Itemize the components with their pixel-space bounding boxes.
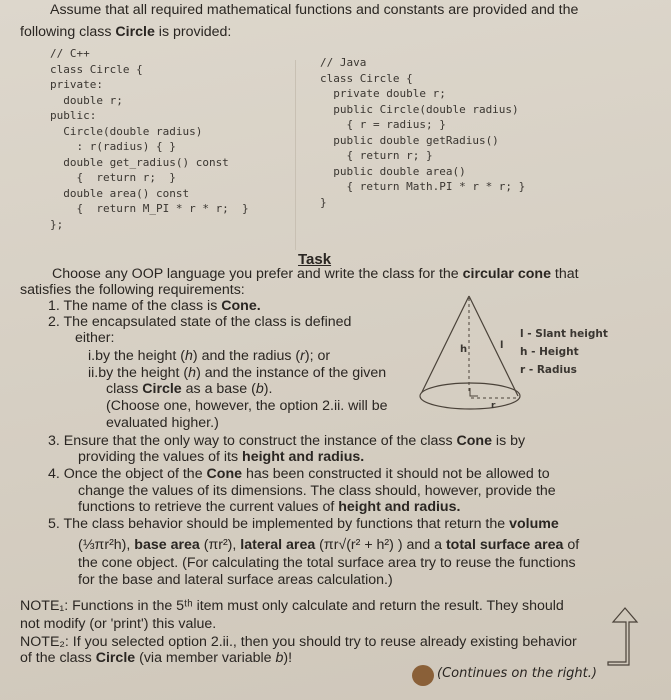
- code-line: { r = radius; }: [320, 118, 446, 131]
- text-segment: change the values of its dimensions. The class should, however, provide the: [78, 483, 556, 499]
- bold-text: Circle: [115, 24, 155, 40]
- code-line: };: [50, 217, 64, 231]
- text-line: [48, 466, 550, 482]
- bold-text: circular cone: [462, 266, 551, 282]
- text-line: [106, 398, 388, 414]
- task-heading: Task: [298, 251, 332, 268]
- text-line: [20, 24, 231, 40]
- code-divider: [295, 60, 296, 250]
- text-line: [75, 330, 114, 346]
- cone-sides: [422, 296, 518, 396]
- code-line: private double r;: [320, 87, 446, 100]
- code-line: public Circle(double radius): [320, 102, 519, 116]
- italic-text: r: [300, 348, 305, 364]
- text-segment: (⅓πr²h),: [78, 537, 135, 553]
- text-segment: either:: [75, 330, 115, 346]
- text-segment: as a base (: [181, 381, 256, 397]
- text-segment: the cone object. (For calculating the total surface area try to reuse the functions: [78, 555, 576, 571]
- text-segment: class: [106, 381, 143, 397]
- text-segment: of the class: [20, 650, 96, 666]
- legend-height: h - Height: [520, 346, 579, 358]
- text-segment: not modify (or 'print') this value.: [20, 616, 217, 632]
- text-segment: i.by the height (: [88, 348, 186, 364]
- text-segment: (via member variable: [135, 650, 276, 666]
- text-line: [78, 483, 556, 499]
- text-segment: providing the values of its: [78, 449, 243, 465]
- text-line: [48, 314, 351, 330]
- italic-text: b: [275, 650, 284, 666]
- text-line: [78, 499, 460, 515]
- text-line: [20, 634, 577, 650]
- code-line: public:: [50, 109, 97, 122]
- bold-text: base area: [134, 537, 200, 553]
- text-segment: 5. The class behavior should be implemented by functions that return the: [48, 516, 510, 532]
- text-segment: ).: [263, 381, 273, 397]
- code-line: { return r; }: [320, 149, 433, 162]
- bold-text: height and radius.: [338, 499, 461, 515]
- code-line: // C++: [50, 47, 90, 60]
- text-segment: Choose any OOP language you prefer and write the class for the: [52, 266, 463, 282]
- code-line: double get_radius() const: [50, 155, 229, 169]
- text-line: [78, 537, 579, 553]
- text-segment: is provided:: [154, 24, 232, 40]
- code-line: // Java: [320, 56, 367, 69]
- legend-radius: r - Radius: [520, 364, 577, 376]
- legend-slant-height: l - Slant height: [520, 328, 608, 340]
- text-segment: of: [563, 537, 580, 553]
- text-segment: (πr²),: [199, 537, 241, 553]
- text-segment: 2. The encapsulated state of the class is defined: [48, 314, 352, 330]
- text-segment: )!: [283, 650, 293, 666]
- l-label: l: [500, 340, 504, 351]
- italic-text: h: [185, 348, 193, 364]
- italic-text: h: [188, 365, 197, 381]
- text-segment: is by: [491, 433, 526, 449]
- text-line: [20, 598, 564, 614]
- text-line: [78, 555, 576, 571]
- code-line: { return Math.PI * r * r; }: [320, 180, 526, 193]
- text-segment: has been constructed it should not be allowed to: [242, 466, 550, 482]
- continues-note: (Continues on the right.): [437, 666, 597, 681]
- text-segment: 3. Ensure that the only way to construct the instance of the class: [48, 433, 457, 449]
- text-line: [48, 298, 261, 314]
- bold-text: volume: [509, 516, 559, 532]
- text-line: [48, 516, 559, 532]
- code-line: public double area(): [320, 164, 466, 178]
- code-line: : r(radius) { }: [50, 140, 176, 153]
- text-line: [52, 266, 579, 282]
- bold-text: Cone: [456, 433, 492, 449]
- h-label: h: [460, 344, 468, 355]
- code-line: }: [320, 195, 327, 209]
- text-line: [106, 381, 272, 397]
- text-segment: evaluated higher.): [106, 415, 219, 431]
- text-segment: 4. Once the object of the: [48, 466, 207, 482]
- bold-text: total surface area: [445, 537, 564, 553]
- text-line: [20, 616, 216, 632]
- bold-text: Circle: [142, 381, 182, 397]
- bold-text: Cone: [206, 466, 242, 482]
- text-line: [78, 449, 364, 465]
- text-line: [50, 2, 578, 18]
- bold-text: Cone.: [221, 298, 261, 314]
- code-line: class Circle {: [50, 62, 143, 76]
- text-segment: ii.by the height (: [88, 365, 189, 381]
- text-line: [20, 282, 245, 298]
- stain: [412, 665, 434, 686]
- up-arrow-icon: [600, 605, 650, 675]
- code-line: double r;: [50, 93, 123, 107]
- text-line: [48, 433, 525, 449]
- text-segment: functions to retrieve the current values of: [78, 499, 339, 515]
- code-line: class Circle {: [320, 71, 413, 85]
- text-line: [106, 415, 219, 431]
- bold-text: lateral area: [240, 537, 316, 553]
- text-segment: (Choose one, however, the option 2.ii. will be: [106, 398, 388, 414]
- text-segment: (πr√(r² + h²) ) and a: [315, 537, 446, 553]
- italic-text: b: [255, 381, 264, 397]
- code-line: private:: [50, 78, 103, 91]
- r-label: r: [491, 401, 496, 411]
- text-segment: NOTE₂: If you selected option 2.ii., then you should try to reuse already existing behavior: [20, 634, 577, 650]
- text-segment: ); or: [304, 348, 331, 364]
- text-line: [88, 348, 330, 364]
- code-line: double area() const: [50, 186, 190, 200]
- text-segment: ) and the radius (: [192, 348, 301, 364]
- java-code-block: [320, 55, 525, 210]
- text-line: [88, 365, 386, 381]
- cpp-code-block: [50, 46, 249, 232]
- bold-text: Circle: [95, 650, 136, 666]
- code-line: { return r; }: [50, 171, 176, 184]
- text-segment: NOTE₁: Functions in the 5ᵗʰ item must only calculate and return the result. They should: [20, 598, 564, 614]
- text-segment: for the base and lateral surface areas calculation.): [78, 572, 393, 588]
- right-angle-mark: [470, 388, 478, 396]
- text-segment: satisfies the following requirements:: [20, 282, 245, 298]
- code-line: public double getRadius(): [320, 133, 499, 147]
- text-line: [78, 572, 393, 588]
- code-line: { return M_PI * r * r; }: [50, 202, 249, 215]
- text-segment: that: [550, 266, 579, 282]
- text-segment: 1. The name of the class is: [48, 298, 222, 314]
- text-line: [20, 650, 292, 666]
- bold-text: height and radius.: [242, 449, 365, 465]
- text-segment: ) and the instance of the given: [196, 365, 387, 381]
- text-segment: following class: [20, 24, 116, 40]
- cone-diagram: [400, 290, 530, 415]
- text-segment: Assume that all required mathematical functions and constants are provided and the: [50, 2, 579, 18]
- code-line: Circle(double radius): [50, 124, 203, 138]
